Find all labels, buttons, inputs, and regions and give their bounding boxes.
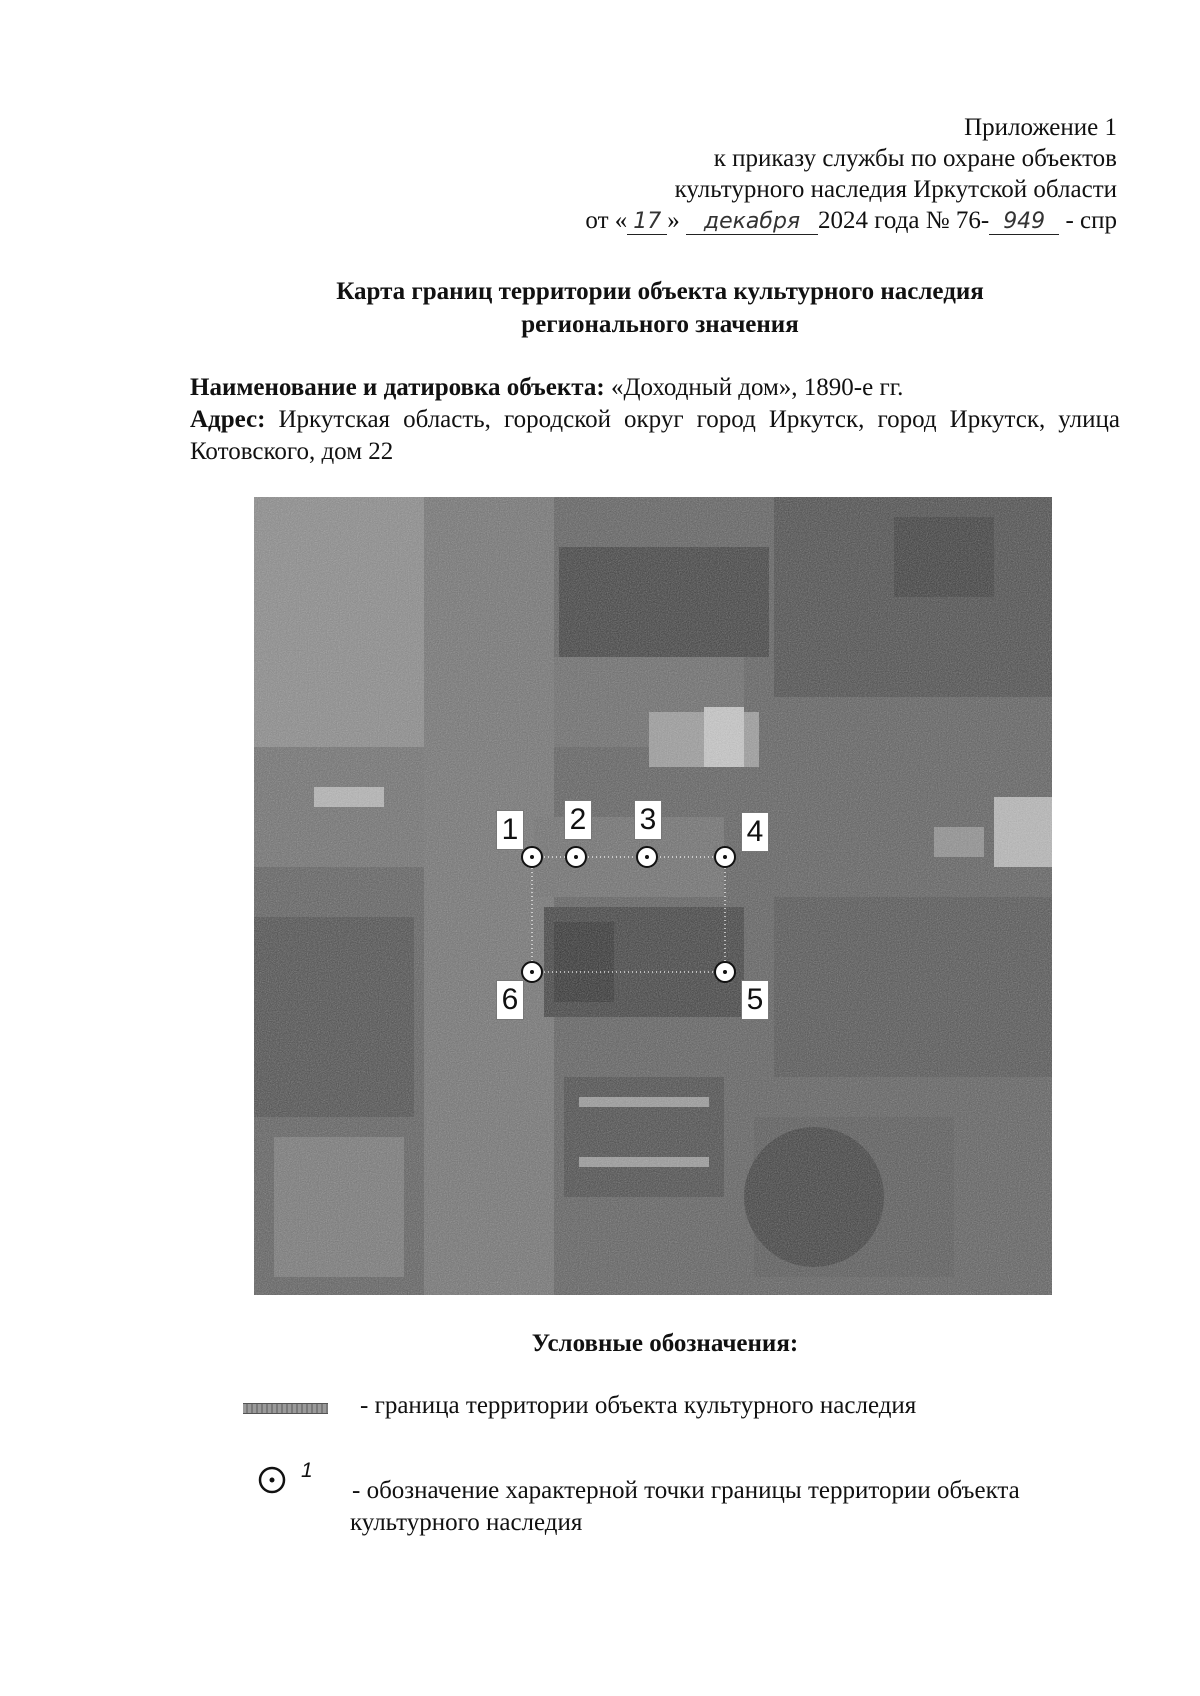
document-header [585,112,1117,236]
order-month-handwritten: декабря [686,210,818,235]
boundary-point-2 [566,847,586,867]
satellite-map [254,497,1052,1295]
point-label-5: 5 [741,980,769,1020]
boundary-point-3 [637,847,657,867]
point-legend-text: - обозначение характерной точки границы территории объекта культурного наследия [350,1477,1020,1536]
legend-title: Условные обозначения: [531,1330,799,1357]
point-label-1: 1 [496,810,524,850]
header-line-2: к приказу службы по охране объектов [713,145,1117,172]
object-info [190,372,1120,468]
point-label-4: 4 [741,812,769,852]
object-name: Наименование и датировка объекта: «Доходный дом», 1890-е гг. [190,374,904,401]
title-line-2: регионального значения [521,311,799,338]
boundary-legend-swatch [243,1403,328,1414]
aerial-image [254,497,1052,1295]
point-legend-number: 1 [301,1459,313,1482]
point-label-6: 6 [496,980,524,1020]
point-label-3: 3 [634,800,662,840]
point-label-2: 2 [564,800,592,840]
boundary-legend-text: - граница территории объекта культурного наследия [360,1392,917,1419]
title-line-1: Карта границ территории объекта культурного наследия [336,278,984,305]
header-line-3: культурного наследия Иркутской области [674,176,1117,203]
document-title [0,275,1200,341]
order-number-handwritten: 949 [989,210,1059,235]
boundary-point-4 [715,847,735,867]
boundary-point-6 [522,962,542,982]
header-line-1: Приложение 1 [964,114,1117,141]
order-day-handwritten: 17 [627,210,667,235]
boundary-point-5 [715,962,735,982]
boundary-point-1 [522,847,542,867]
object-address: Адрес: Иркутская область, городской округ город Иркутск, город Иркутск, улица Котовского, дом 22 [190,406,1121,465]
order-line: от « 17 » декабря 2024 года № 76- 949 - спр [585,207,1117,234]
point-legend-icon [257,1465,287,1495]
